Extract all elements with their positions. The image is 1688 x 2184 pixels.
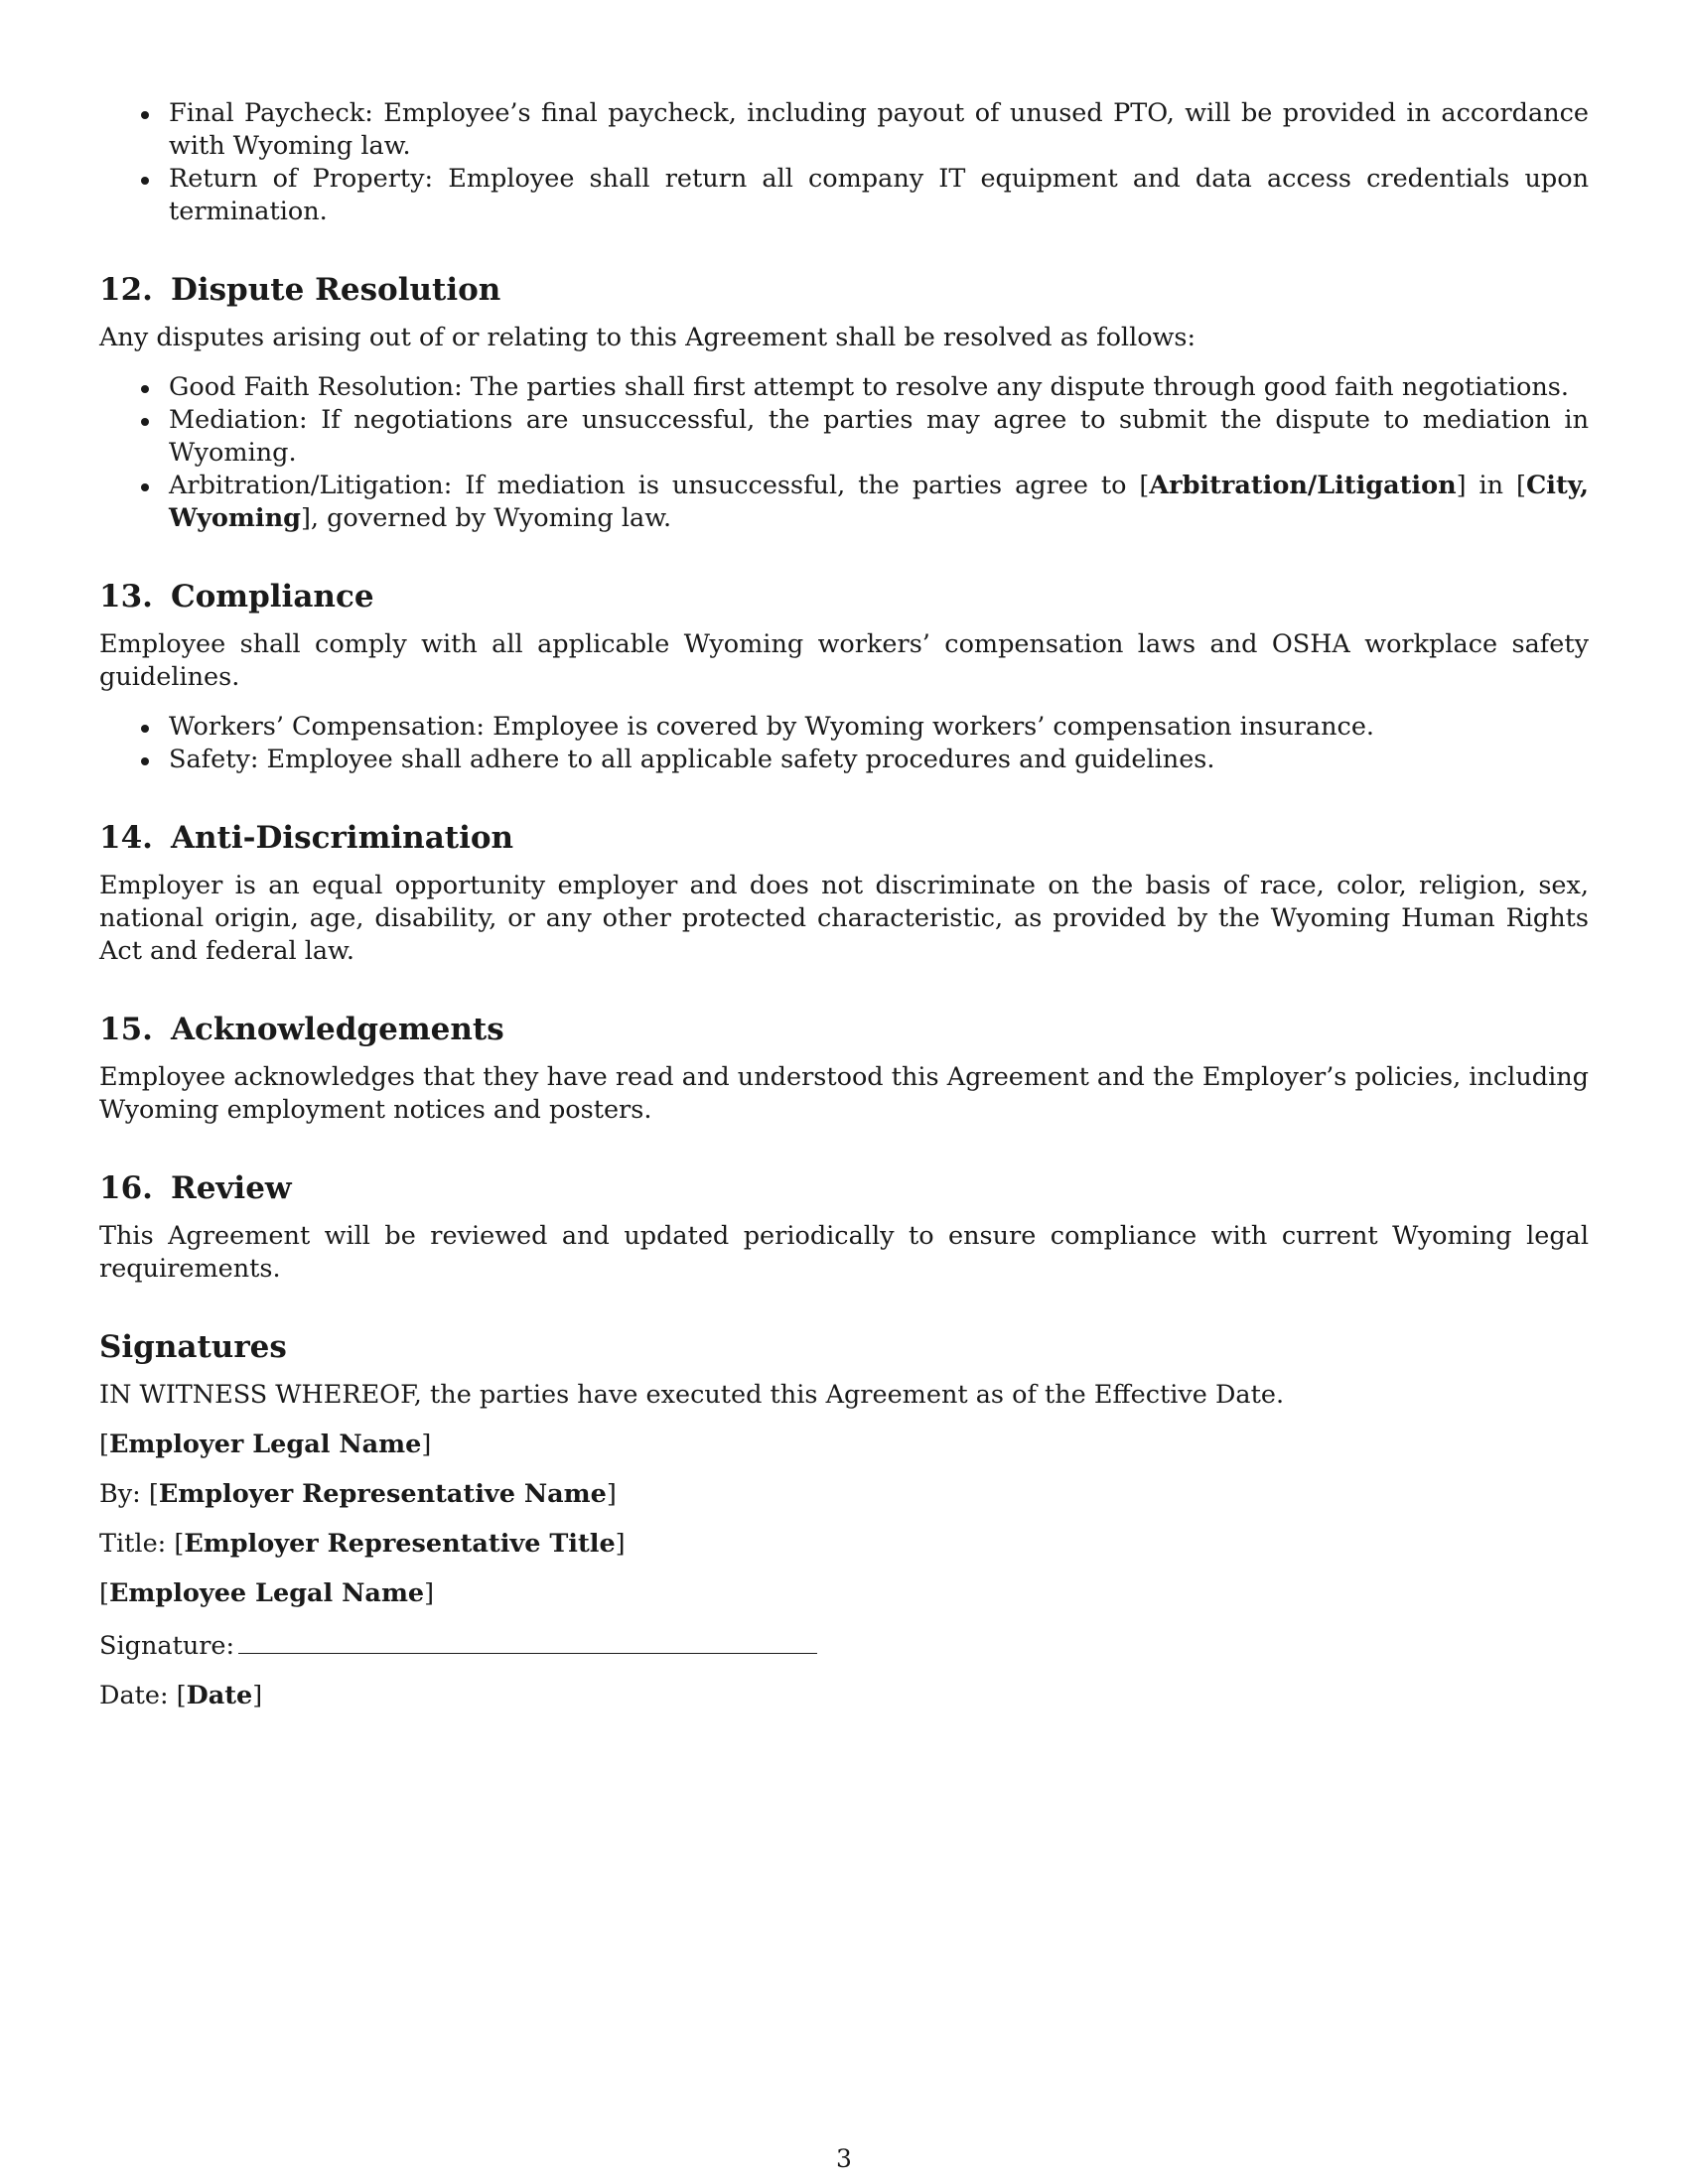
compliance-list bbox=[99, 711, 1589, 776]
list-item: Good Faith Resolution: The parties shall first attempt to resolve any dispute through good faith negotiations. bbox=[99, 371, 1589, 404]
list-item: Safety: Employee shall adhere to all applicable safety procedures and guidelines. bbox=[99, 744, 1589, 776]
signature-line[interactable] bbox=[238, 1627, 817, 1654]
page-number: 3 bbox=[836, 2144, 852, 2173]
section-heading-dispute-resolution: 12. Dispute Resolution bbox=[99, 272, 501, 308]
list-item: Final Paycheck: Employee’s final paycheck, including payout of unused PTO, will be provided in accordance with Wyoming law. bbox=[99, 97, 1589, 163]
placeholder-rep-name: Employer Representative Name bbox=[158, 1479, 607, 1509]
document-page bbox=[99, 97, 1589, 1712]
section-intro: Employee shall comply with all applicable Wyoming workers’ compensation laws and OSHA workplace safety guidelines. bbox=[99, 629, 1589, 692]
placeholder-date: Date bbox=[186, 1681, 253, 1710]
placeholder-rep-title: Employer Representative Title bbox=[184, 1529, 616, 1559]
section-body: Employer is an equal opportunity employer and does not discriminate on the basis of race, color, religion, sex, national origin, age, disability, or any other protected characteristic, as provided by the Wyoming Human Rights Act and federal law. bbox=[99, 871, 1589, 966]
witness-statement: IN WITNESS WHEREOF, the parties have executed this Agreement as of the Effective Date. bbox=[99, 1380, 1285, 1410]
bullet-icon bbox=[141, 757, 149, 765]
bullet-icon bbox=[141, 111, 149, 119]
section-body: Employee acknowledges that they have read and understood this Agreement and the Employer’s policies, including Wyoming employment notices and posters. bbox=[99, 1062, 1589, 1125]
placeholder-employer-name: Employer Legal Name bbox=[108, 1430, 422, 1459]
section-heading-review: 16. Review bbox=[99, 1170, 292, 1206]
section-body: This Agreement will be reviewed and updated periodically to ensure compliance with current Wyoming legal requirements. bbox=[99, 1221, 1589, 1284]
list-item: Arbitration/Litigation: If mediation is unsuccessful, the parties agree to [Arbitration/Litigation] in [City, Wyoming], governed by Wyoming law. bbox=[99, 470, 1589, 535]
placeholder-employee-name: Employee Legal Name bbox=[108, 1578, 425, 1608]
bullet-icon bbox=[141, 725, 149, 733]
placeholder-arbitration: Arbitration/Litigation bbox=[1149, 471, 1457, 500]
bullet-icon bbox=[141, 418, 149, 426]
date-row: Date: [Date] bbox=[99, 1681, 263, 1710]
list-item: Return of Property: Employee shall return all company IT equipment and data access credentials upon termination. bbox=[99, 163, 1589, 228]
termination-list bbox=[99, 97, 1589, 228]
section-heading-anti-discrimination: 14. Anti-Discrimination bbox=[99, 820, 514, 856]
section-heading-signatures: Signatures bbox=[99, 1329, 287, 1365]
bullet-icon bbox=[141, 483, 149, 491]
title-line: Title: [Employer Representative Title] bbox=[99, 1529, 626, 1559]
section-heading-acknowledgements: 15. Acknowledgements bbox=[99, 1012, 504, 1047]
bullet-icon bbox=[141, 177, 149, 185]
bullet-icon bbox=[141, 385, 149, 393]
employee-name-line: [Employee Legal Name] bbox=[99, 1578, 435, 1608]
by-line: By: [Employer Representative Name] bbox=[99, 1479, 617, 1509]
placeholder-city: City, Wyoming bbox=[169, 471, 1589, 533]
list-item: Mediation: If negotiations are unsuccessful, the parties may agree to submit the dispute to mediation in Wyoming. bbox=[99, 404, 1589, 470]
employer-name-line: [Employer Legal Name] bbox=[99, 1430, 432, 1459]
list-item: Workers’ Compensation: Employee is covered by Wyoming workers’ compensation insurance. bbox=[99, 711, 1589, 744]
dispute-list bbox=[99, 371, 1589, 535]
section-heading-compliance: 13. Compliance bbox=[99, 579, 374, 614]
signature-row: Signature: bbox=[99, 1627, 1589, 1663]
section-intro: Any disputes arising out of or relating to this Agreement shall be resolved as follows: bbox=[99, 323, 1196, 352]
